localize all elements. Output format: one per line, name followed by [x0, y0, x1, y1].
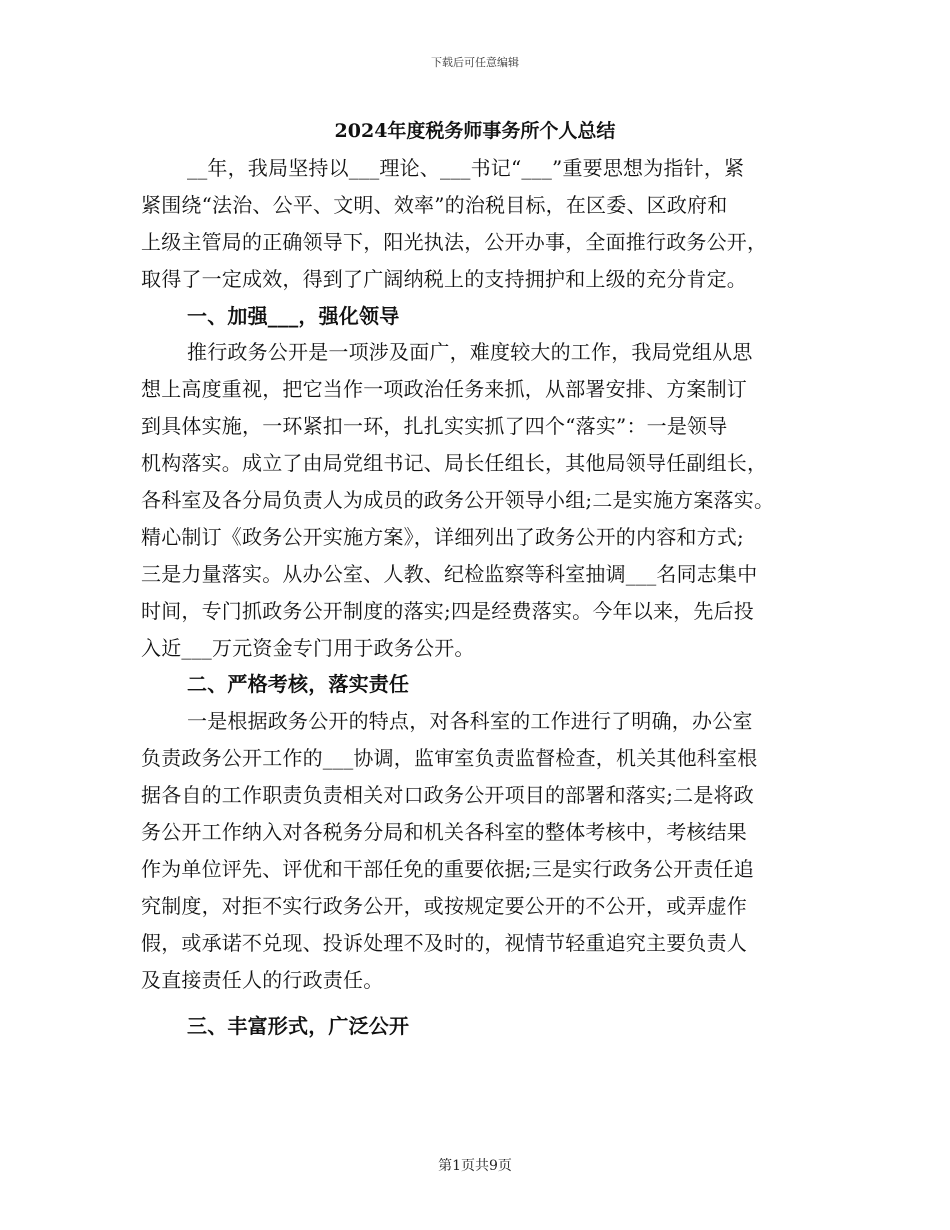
section2-line: 据各自的工作职责负责相关对口政务公开项目的部署和落实;二是将政: [141, 783, 754, 808]
section1-line: 各科室及各分局负责人为成员的政务公开领导小组;二是实施方案落实。: [141, 488, 775, 513]
section1-line: 推行政务公开是一项涉及面广，难度较大的工作，我局党组从思: [187, 340, 753, 365]
header-note: 下载后可任意编辑: [431, 56, 519, 69]
intro-line: 取得了一定成效，得到了广阔纳税上的支持拥护和上级的充分肯定。: [141, 266, 747, 291]
section-heading-3: 三、丰富形式，广泛公开: [187, 1014, 410, 1039]
section2-line: 一是根据政务公开的特点，对各科室的工作进行了明确，办公室: [187, 709, 753, 734]
section1-line: 机构落实。成立了由局党组书记、局长任组长，其他局领导任副组长，: [141, 451, 768, 476]
section2-line: 作为单位评先、评优和干部任免的重要依据;三是实行政务公开责任追: [141, 856, 754, 881]
section-spacer: [141, 998, 809, 1008]
section-heading-2: 二、严格考核，落实责任: [187, 672, 410, 697]
section1-line: 入近___万元资金专门用于政务公开。: [141, 635, 475, 660]
intro-line: 紧围绕“法治、公平、文明、效率”的治税目标，在区委、区政府和: [141, 192, 728, 217]
document-body: [141, 150, 809, 1045]
section1-line: 到具体实施，一环紧扣一环，扎扎实实抓了四个“落实”：一是领导: [141, 414, 728, 439]
section-heading-1: 一、加强___，强化领导: [187, 303, 400, 328]
section2-line: 究制度，对拒不实行政务公开，或按规定要公开的不公开，或弄虚作: [141, 893, 747, 918]
section1-line: 想上高度重视，把它当作一项政治任务来抓，从部署安排、方案制订: [141, 377, 747, 402]
section1-line: 三是力量落实。从办公室、人教、纪检监察等科室抽调___名同志集中: [141, 561, 758, 586]
section1-line: 时间，专门抓政务公开制度的落实;四是经费落实。今年以来，先后投: [141, 598, 754, 623]
intro-line: __年，我局坚持以___理论、___书记“___”重要思想为指针，紧: [187, 156, 745, 180]
section2-line: 假，或承诺不兑现、投诉处理不及时的，视情节轻重追究主要负责人: [141, 930, 747, 955]
section2-line: 务公开工作纳入对各税务分局和机关各科室的整体考核中，考核结果: [141, 820, 747, 845]
section2-line: 及直接责任人的行政责任。: [141, 967, 384, 992]
section1-line: 精心制订《政务公开实施方案》，详细列出了政务公开的内容和方式;: [141, 524, 744, 549]
document-title: 2024年度税务师事务所个人总结: [334, 120, 616, 142]
page-footer: 第1页共9页: [438, 1158, 512, 1174]
section2-line: 负责政务公开工作的___协调，监审室负责监督检查，机关其他科室根: [141, 746, 758, 771]
intro-line: 上级主管局的正确领导下，阳光执法，公开办事，全面推行政务公开，: [141, 229, 768, 254]
